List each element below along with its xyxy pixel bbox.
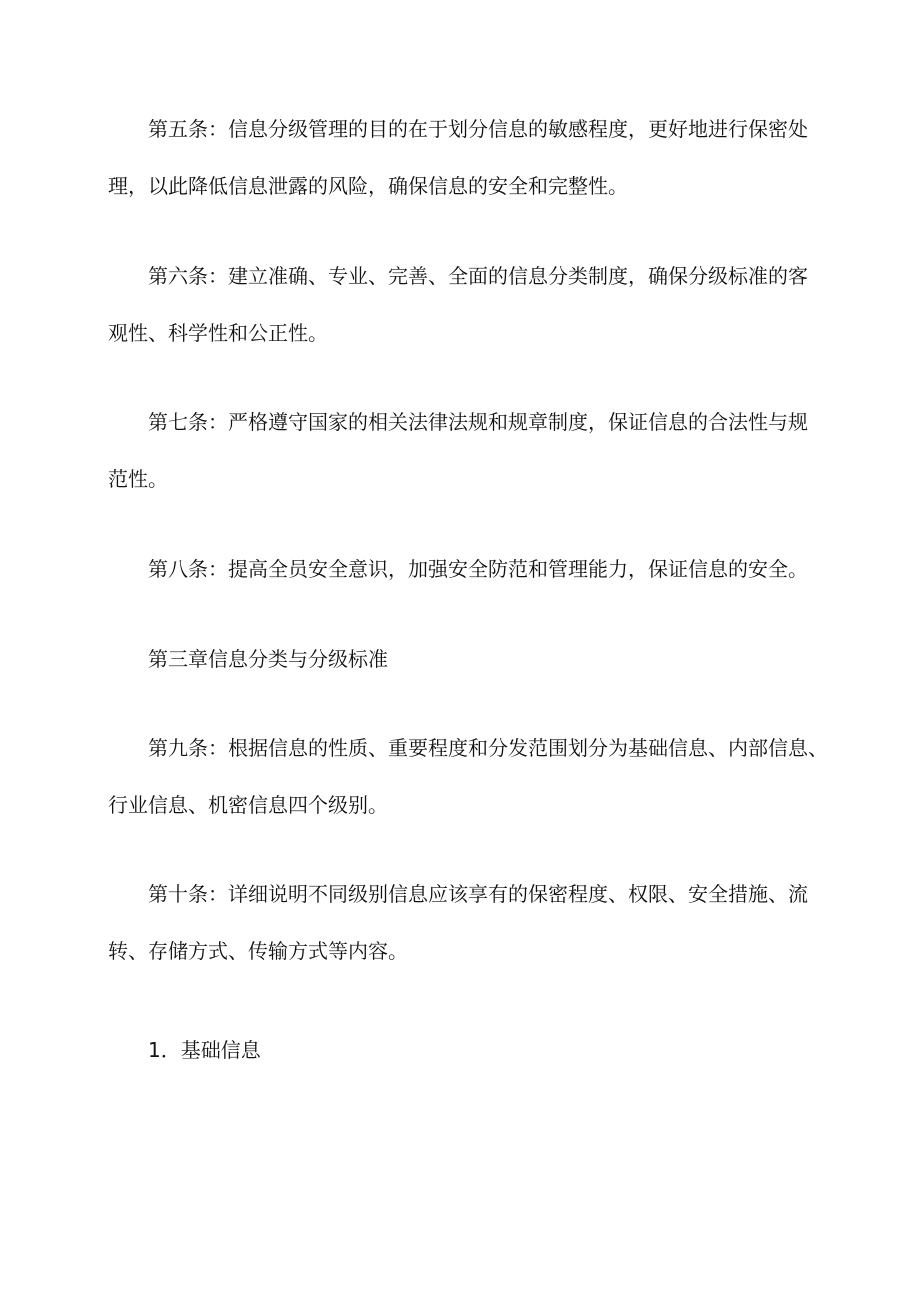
- list-item-basic-info: 1．基础信息: [148, 1038, 261, 1062]
- article-9-line-1: 第九条：根据信息的性质、重要程度和分发范围划分为基础信息、内部信息、: [148, 736, 828, 760]
- article-7-line-2: 范性。: [108, 467, 168, 491]
- chapter-3-heading: 第三章信息分类与分级标准: [148, 647, 388, 671]
- article-6-line-1: 第六条：建立准确、专业、完善、全面的信息分类制度，确保分级标准的客: [148, 264, 808, 288]
- article-8-line-1: 第八条：提高全员安全意识，加强安全防范和管理能力，保证信息的安全。: [148, 557, 808, 581]
- article-5-line-2: 理，以此降低信息泄露的风险，确保信息的安全和完整性。: [108, 174, 628, 198]
- article-10-line-1: 第十条：详细说明不同级别信息应该享有的保密程度、权限、安全措施、流: [148, 882, 808, 906]
- article-7-line-1: 第七条：严格遵守国家的相关法律法规和规章制度，保证信息的合法性与规: [148, 410, 808, 434]
- article-9-line-2: 行业信息、机密信息四个级别。: [108, 793, 388, 817]
- article-6-line-2: 观性、科学性和公正性。: [108, 321, 328, 345]
- article-10-line-2: 转、存储方式、传输方式等内容。: [108, 939, 408, 963]
- article-5-line-1: 第五条：信息分级管理的目的在于划分信息的敏感程度，更好地进行保密处: [148, 117, 808, 141]
